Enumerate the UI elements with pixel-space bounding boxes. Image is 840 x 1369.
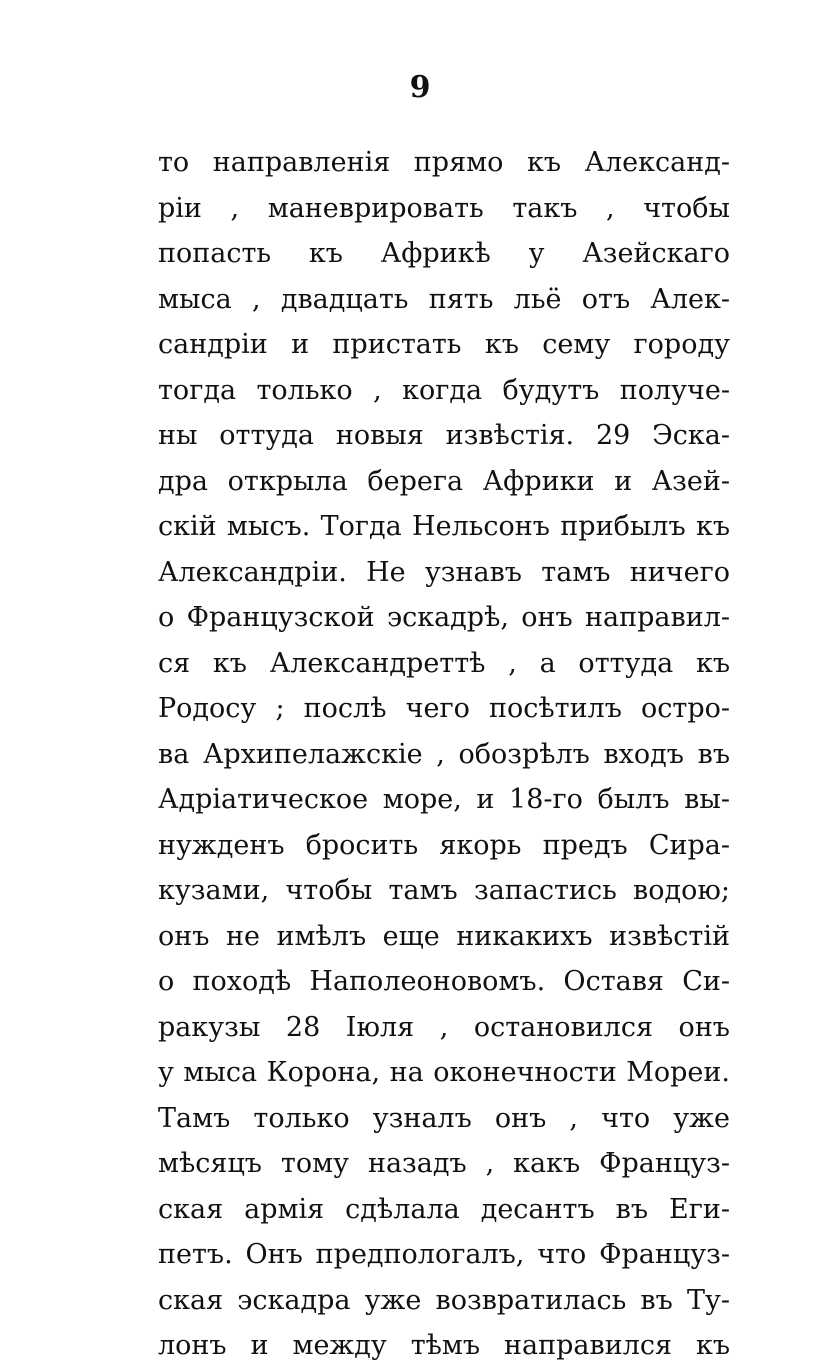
text-line: ракузы 28 Іюля , остановился онъ — [158, 1011, 730, 1043]
text-line: сандріи и пристать къ сему городу — [158, 329, 730, 360]
text-line: Тамъ только узналъ онъ , что уже — [158, 1102, 730, 1134]
text-line: кузами, чтобы тамъ запастись водою; — [158, 875, 730, 906]
text-line: нужденъ бросить якорь предъ Сира- — [158, 829, 730, 861]
text-line: ва Архипелажскіе , обозрѣлъ входъ въ — [158, 738, 730, 770]
text-line: о походѣ Наполеоновомъ. Оставя Си- — [158, 966, 730, 997]
text-line: о Французской эскадрѣ, онъ направил- — [158, 602, 730, 633]
text-line: ская армія сдѣлала десантъ въ Еги- — [158, 1193, 730, 1225]
text-line: Родосу ; послѣ чего посѣтилъ остро- — [158, 693, 730, 724]
text-line: ся къ Александреттѣ , а оттуда къ — [158, 647, 730, 679]
text-line: Александріи. Не узнавъ тамъ ничего — [158, 556, 730, 588]
body-text — [158, 140, 730, 1369]
text-line: мѣсяцъ тому назадъ , какъ Француз- — [158, 1148, 730, 1179]
text-line: ріи , маневрировать такъ , чтобы — [158, 192, 730, 224]
text-line: тогда только , когда будутъ получе- — [158, 374, 730, 406]
text-line: скій мысъ. Тогда Нельсонъ прибылъ къ — [158, 511, 730, 542]
text-line: то направленія прямо къ Александ- — [158, 147, 730, 178]
text-line: ская эскадра уже возвратилась въ Ту- — [158, 1284, 730, 1316]
page-number: 9 — [409, 70, 431, 105]
text-line: ны оттуда новыя извѣстія. 29 Эска- — [158, 420, 730, 451]
text-line: мыса , двадцать пять льё отъ Алек- — [158, 283, 730, 315]
text-line: онъ не имѣлъ еще никакихъ извѣстій — [158, 920, 730, 952]
text-line: лонъ и между тѣмъ направился къ — [158, 1330, 730, 1361]
text-line: петъ. Онъ предпологалъ, что Француз- — [158, 1239, 730, 1270]
text-line: Адріатическое море, и 18-го былъ вы- — [158, 784, 730, 815]
text-line: дра открыла берега Африки и Азей- — [158, 465, 730, 497]
text-line: у мыса Корона, на оконечности Мореи. — [158, 1057, 730, 1088]
text-line: попасть къ Африкѣ у Азейскаго — [158, 238, 730, 269]
